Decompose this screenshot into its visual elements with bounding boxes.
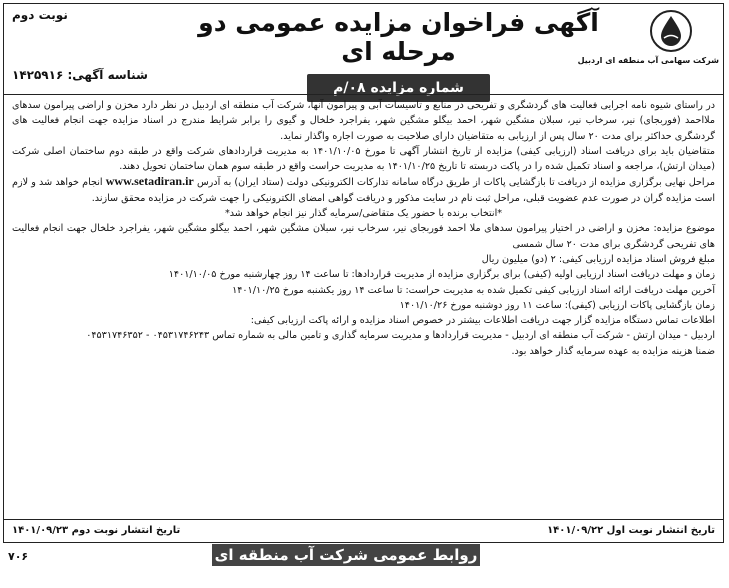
publication-dates	[4, 519, 723, 545]
title-block	[174, 4, 623, 96]
document-price: مبلغ فروش اسناد مزایده ارزیابی کیفی: ۲ (دو) میلیون ریال	[481, 253, 715, 265]
contact-info: اردبیل - میدان ارتش - شرکت آب منطقه ای اردبیل - مدیریت قراردادها و مدیریت سرمایه گذاری و تامین مالی به شماره تماس ۰۴۵۳۱۷۴۶۲۴۳ - ۰۴۵۳۱۷۴۶۳۵۲	[86, 330, 715, 342]
deadline-receive: زمان و مهلت دریافت اسناد ارزیابی اولیه (کیفی) برای برگزاری مزایده از مدیریت قراردادها: تا ساعت ۱۴ روز چهارشنبه مورخ ۱۴۰۱/۱۰/۰۵	[168, 269, 715, 281]
winner-note: *انتخاب برنده با حضور یک متقاضی/سرمایه گذار نیز انجام خواهد شد*	[224, 208, 503, 220]
page-number: ۷۰۶	[8, 550, 29, 563]
auction-subject: موضوع مزایده: مخزن و اراضی در اختیار پیرامون سدهای ملا احمد فوربجای نیر، سرخاب نیر، سبلان مشگین شهر، احمد بیگلو مشگین شهر، یفراجرد خلخال جهت انجام فعالیت های تفریحی گردشگری برای مدت ۲۰ سال شمسی	[12, 223, 715, 250]
website-link[interactable]: www.setadiran.ir	[105, 174, 194, 189]
page-title: آگهی فراخوان مزایده عمومی دو مرحله ای	[198, 8, 599, 66]
cost-note: ضمنا هزینه مزایده به عهده سرمایه گذار خواهد بود.	[511, 345, 715, 357]
deadline-submit: آخرین مهلت دریافت ارائه اسناد ارزیابی کیفی تکمیل شده به مدیریت حراست: تا ساعت ۱۴ روز یکشنبه مورخ ۱۴۰۱/۱۰/۲۵	[232, 284, 715, 296]
public-relations-banner: روابط عمومی شرکت آب منطقه ای اردبیل	[212, 544, 480, 566]
water-drop-logo-icon	[648, 8, 694, 54]
second-publication-date: تاریخ انتشار نوبت دوم ۱۴۰۱/۰۹/۲۳	[12, 525, 181, 536]
procedure-text-end: انجام خواهد شد و لازم است مزایده گران در صورت عدم عضویت قبلی، مراحل ثبت نام در سایت مذکور و دریافت گواهی امضای الکترونیکی را جهت شرکت در مزایده محقق سازند.	[12, 177, 715, 204]
org-logo	[577, 8, 719, 94]
ad-id: شناسه آگهی: ۱۴۲۵۹۱۶	[12, 68, 148, 82]
header-left	[4, 4, 174, 90]
header-divider	[4, 94, 723, 95]
org-logo-text: شرکت سهامی آب منطقه ای اردبیل	[577, 56, 719, 65]
procedure-text-start: مراحل نهایی برگزاری مزایده از دریافت تا بازگشایی پاکات از طریق درگاه سامانه تدارکات الکترونیکی دولت (ستاد ایران) به آدرس	[196, 177, 715, 189]
contact-intro: اطلاعات تماس دستگاه مزایده گزار جهت دریافت اطلاعات بیشتر در خصوص اسناد مزایده و ارائه پاکت ارزیابی کیفی:	[250, 315, 715, 327]
paragraph-procedure	[12, 174, 715, 206]
auction-number: شماره مزایده ۰۸/م	[307, 74, 490, 102]
paragraph-documents: متقاضیان باید برای دریافت اسناد (ارزیابی کیفی) مزایده از تاریخ انتشار آگهی تا مورخ ۱۴۰۱/۱۰/۰۵ به مدیریت قراردادهای شرکت واقع در طبقه دوم ساختمان اصلی شرکت (میدان ارتش)، مراجعه و اسناد تکمیل شده را در پاکت دربسته تا تاریخ ۱۴۰۱/۱۰/۲۵ به مدیریت حراست واقع در طبقه سوم همان ساختمان تحویل دهند.	[12, 145, 716, 173]
paragraph-intro: در راستای شیوه نامه اجرایی فعالیت های گردشگری و تفریحی در منابع و تاسیسات آبی و پیرامون آنها، شرکت آب منطقه ای اردبیل در نظر دارد مخزن و اراضی پیرامون سدهای ملااحمد (فوربجای) نیر، سرخاب نیر، سبلان مشگین شهر، احمد بیگلو مشگین شهر، یفراجرد خلخال و گیوی را برابر شرایط مندرج در اسناد مزایده جهت انجام فعالیت های گردشگری حداکثر برای مدت ۲۰ سال پس از ارزیابی به متقاضیان دارای صلاحیت به صورت اجاره واگذار نماید.	[12, 100, 715, 142]
issue-label: نوبت دوم	[12, 8, 68, 22]
ad-body	[12, 98, 715, 359]
opening-time: زمان بازگشایی پاکات ارزیابی (کیفی): ساعت ۱۱ روز دوشنبه مورخ ۱۴۰۱/۱۰/۲۶	[399, 299, 715, 311]
first-publication-date: تاریخ انتشار نوبت اول ۱۴۰۱/۰۹/۲۲	[547, 525, 715, 536]
ad-frame	[3, 3, 724, 543]
